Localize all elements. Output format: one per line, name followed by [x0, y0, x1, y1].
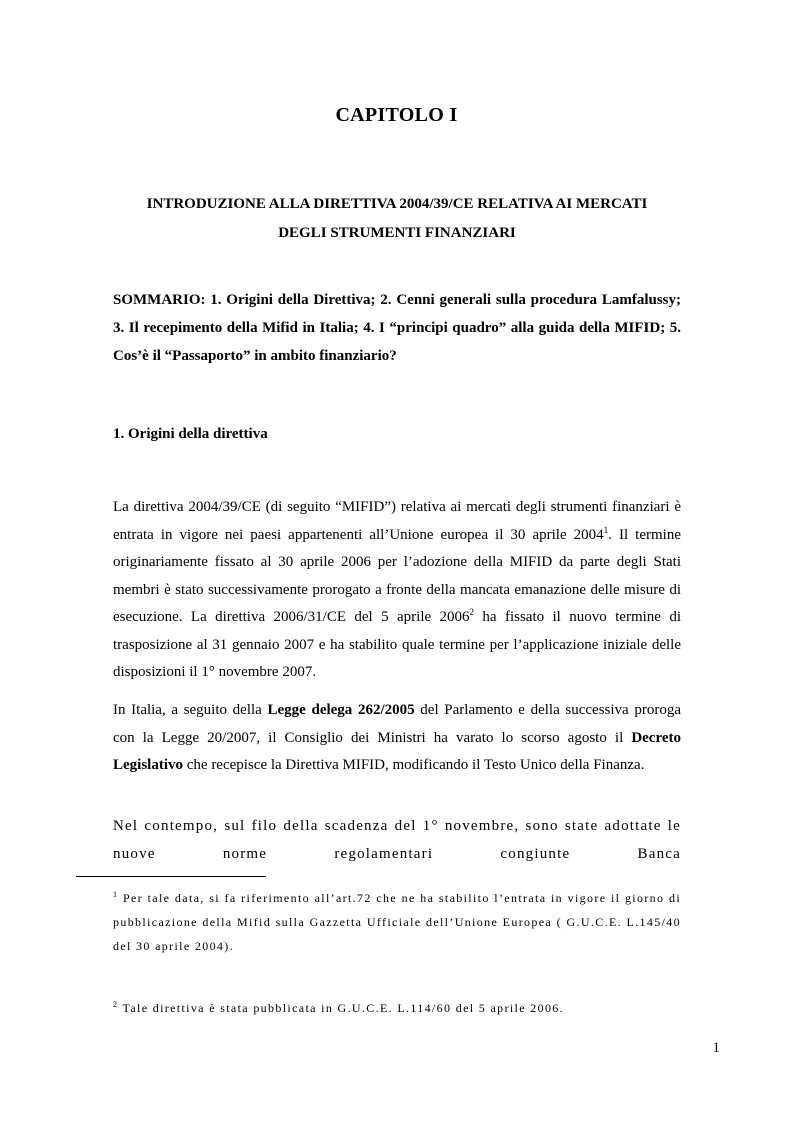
paragraph-origins	[113, 494, 681, 687]
paragraph-text: La direttiva 2004/39/CE (di seguito “MIFID”) relativa ai mercati degli strumenti finanziari è entrata in vigore nei paesi appartenenti all’Unione europea il 30 aprile 2004	[113, 499, 681, 543]
bold-term: Legge delega 262/2005	[267, 702, 415, 718]
summary: SOMMARIO: 1. Origini della Direttiva; 2. Cenni generali sulla procedura Lamfalussy; 3. Il recepimento della Mifid in Italia; 4. I “principi quadro” alla guida della MIFID; 5. Cos’è il “Passaporto” in ambito finanziario?	[113, 292, 681, 364]
paragraph-text: . Il termine originariamente fissato al 30 aprile 2006 per l’adozione della MIFID da parte degli Stati membri è stato successivamente prorogato a fronte della mancata emanazione delle misure di esecuzione. La direttiva 2006/31/CE del 5 aprile 2006	[113, 526, 681, 625]
footnote-text: Tale direttiva è stata pubblicata in G.U.C.E. L.114/60 del 5 aprile 2006.	[118, 1001, 564, 1015]
footnote-marker: 2	[113, 1000, 119, 1009]
paragraph-text: ha fissato il nuovo termine di trasposizione al 31 gennaio 2007 e ha stabilito quale termine per l’applicazione iniziale delle disposizioni il 1° novembre 2007.	[113, 609, 681, 680]
footnote-reference[interactable]: 1	[603, 524, 609, 535]
paragraph-italy	[113, 697, 681, 780]
footnote-reference[interactable]: 2	[469, 607, 475, 617]
footnote	[113, 996, 681, 1020]
subsection-heading: 1. Origini della direttiva	[113, 426, 268, 442]
footnote-marker: 1	[113, 890, 119, 899]
section-heading-line2: DEGLI STRUMENTI FINANZIARI	[278, 225, 516, 241]
page-number: 1	[712, 1040, 720, 1056]
footnote-text: Per tale data, si fa riferimento all’art.72 che ne ha stabilito l’entrata in vigore il giorno di pubblicazione della Mifid sulla Gazzetta Ufficiale dell’Unione Europea ( G.U.C.E. L.145/40 del 30 aprile 2004).	[113, 891, 681, 953]
bold-term: Decreto Legislativo	[113, 729, 681, 773]
footnote	[113, 886, 681, 958]
footnote-separator	[76, 876, 266, 877]
section-heading-line1: INTRODUZIONE ALLA DIRETTIVA 2004/39/CE RELATIVA AI MERCATI	[146, 196, 648, 212]
paragraph-text: del Parlamento e della successiva proroga con la Legge 20/2007, il Consiglio dei Ministri ha varato lo scorso agosto il	[113, 702, 681, 746]
paragraph-text: In Italia, a seguito della	[113, 702, 268, 718]
paragraph-text: che recepisce la Direttiva MIFID, modificando il Testo Unico della Finanza.	[183, 757, 645, 773]
section-heading	[112, 190, 682, 248]
paragraph-meanwhile: Nel contempo, sul filo della scadenza del 1° novembre, sono state adottate le nuove norme regolamentari congiunte Banca	[113, 818, 681, 862]
chapter-title: CAPITOLO I	[335, 104, 458, 126]
